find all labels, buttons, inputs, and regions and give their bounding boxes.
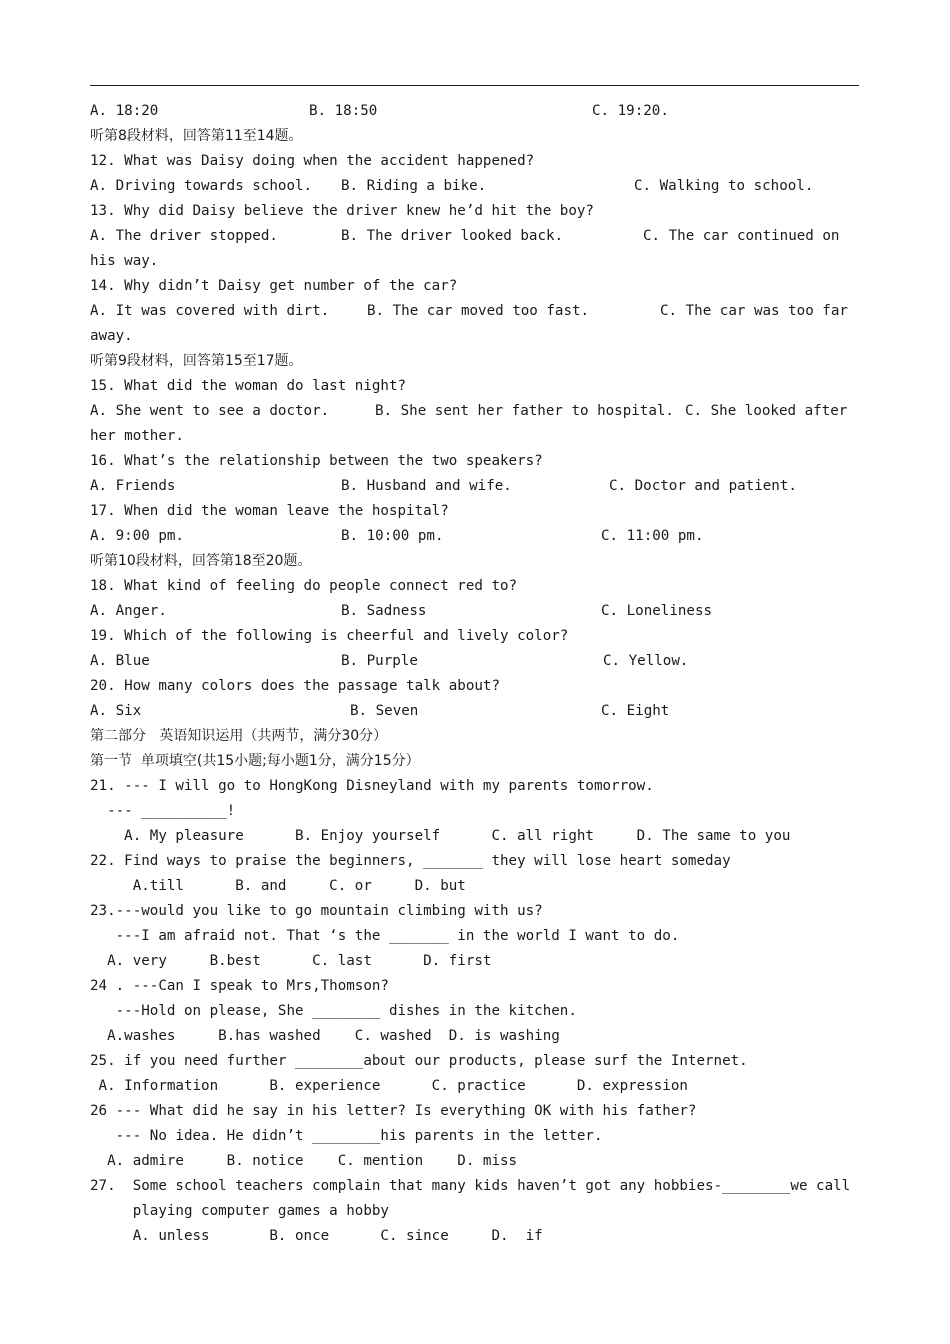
question-text: --- No idea. He didn’t ________his parents in the letter. bbox=[90, 1128, 603, 1144]
question-text: ---Hold on please, She ________ dishes in the kitchen. bbox=[90, 1003, 577, 1019]
question-text: 16. What’s the relationship between the two speakers? bbox=[90, 453, 543, 469]
text-line bbox=[0, 249, 950, 274]
answer-options-row bbox=[0, 399, 950, 424]
answer-option: A. Anger. bbox=[90, 603, 167, 619]
question-text: 27. Some school teachers complain that many kids haven’t got any hobbies-________we call bbox=[90, 1178, 851, 1194]
text-line bbox=[0, 1024, 950, 1049]
answer-option: B. Riding a bike. bbox=[341, 178, 487, 194]
question-text: A.washes B.has washed C. washed D. is washing bbox=[90, 1028, 560, 1044]
text-line bbox=[0, 974, 950, 999]
text-line bbox=[0, 774, 950, 799]
text-line bbox=[0, 1074, 950, 1099]
answer-option: C. She looked after bbox=[685, 403, 848, 419]
answer-option: C. Doctor and patient. bbox=[609, 478, 797, 494]
answer-option: C. The car was too far bbox=[660, 303, 848, 319]
question-text: A. very B.best C. last D. first bbox=[90, 953, 492, 969]
answer-option: B. The car moved too fast. bbox=[367, 303, 590, 319]
question-text: 25. if you need further ________about our products, please surf the Internet. bbox=[90, 1053, 748, 1069]
text-line bbox=[0, 1149, 950, 1174]
question-text: 13. Why did Daisy believe the driver knew he’d hit the boy? bbox=[90, 203, 594, 219]
exam-page bbox=[0, 99, 950, 1249]
answer-options-row bbox=[0, 174, 950, 199]
answer-option: A. Friends bbox=[90, 478, 176, 494]
text-line bbox=[0, 624, 950, 649]
question-text: his way. bbox=[90, 253, 159, 269]
answer-option: C. Eight bbox=[601, 703, 670, 719]
text-line bbox=[0, 999, 950, 1024]
text-line bbox=[0, 349, 950, 374]
answer-option: A. 9:00 pm. bbox=[90, 528, 184, 544]
question-text: 22. Find ways to praise the beginners, _______ they will lose heart someday bbox=[90, 853, 731, 869]
question-text: 17. When did the woman leave the hospital? bbox=[90, 503, 449, 519]
question-text: A. My pleasure B. Enjoy yourself C. all right D. The same to you bbox=[90, 828, 791, 844]
answer-option: C. 19:20. bbox=[592, 103, 669, 119]
question-text: A. unless B. once C. since D. if bbox=[90, 1228, 543, 1244]
answer-option: B. The driver looked back. bbox=[341, 228, 564, 244]
question-text: 20. How many colors does the passage talk about? bbox=[90, 678, 500, 694]
answer-option: A. Six bbox=[90, 703, 142, 719]
question-text: 23.---would you like to go mountain climbing with us? bbox=[90, 903, 543, 919]
text-line bbox=[0, 674, 950, 699]
section-heading: 听第8段材料，回答第11至14题。 bbox=[90, 128, 303, 144]
text-line bbox=[0, 324, 950, 349]
answer-option: A. The driver stopped. bbox=[90, 228, 278, 244]
question-text: 21. --- I will go to HongKong Disneyland with my parents tomorrow. bbox=[90, 778, 654, 794]
answer-options-row bbox=[0, 474, 950, 499]
text-line bbox=[0, 849, 950, 874]
text-line bbox=[0, 874, 950, 899]
text-line bbox=[0, 449, 950, 474]
question-text: playing computer games a hobby bbox=[90, 1203, 389, 1219]
text-line bbox=[0, 949, 950, 974]
text-line bbox=[0, 374, 950, 399]
text-line bbox=[0, 424, 950, 449]
question-text: A.till B. and C. or D. but bbox=[90, 878, 466, 894]
question-text: --- __________! bbox=[90, 803, 236, 819]
text-line bbox=[0, 274, 950, 299]
text-line bbox=[0, 799, 950, 824]
answer-options-row bbox=[0, 649, 950, 674]
text-line bbox=[0, 199, 950, 224]
answer-options-row bbox=[0, 224, 950, 249]
answer-option: B. Seven bbox=[350, 703, 419, 719]
answer-options-row bbox=[0, 524, 950, 549]
question-text: 14. Why didn’t Daisy get number of the car? bbox=[90, 278, 458, 294]
text-line bbox=[0, 1049, 950, 1074]
answer-option: C. Walking to school. bbox=[634, 178, 814, 194]
section-heading: 听第10段材料，回答第18至20题。 bbox=[90, 553, 312, 569]
answer-option: B. She sent her father to hospital. bbox=[375, 403, 674, 419]
text-line bbox=[0, 749, 950, 774]
answer-option: A. It was covered with dirt. bbox=[90, 303, 330, 319]
question-text: away. bbox=[90, 328, 133, 344]
answer-option: C. 11:00 pm. bbox=[601, 528, 704, 544]
question-text: 24 . ---Can I speak to Mrs,Thomson? bbox=[90, 978, 389, 994]
answer-options-row bbox=[0, 99, 950, 124]
answer-options-row bbox=[0, 299, 950, 324]
text-line bbox=[0, 574, 950, 599]
answer-option: C. The car continued on bbox=[643, 228, 840, 244]
answer-option: B. Husband and wife. bbox=[341, 478, 512, 494]
text-line bbox=[0, 499, 950, 524]
text-line bbox=[0, 1099, 950, 1124]
answer-option: A. 18:20 bbox=[90, 103, 159, 119]
answer-option: B. Sadness bbox=[341, 603, 427, 619]
text-line bbox=[0, 724, 950, 749]
answer-option: B. 18:50 bbox=[309, 103, 378, 119]
answer-option: A. Driving towards school. bbox=[90, 178, 313, 194]
text-line bbox=[0, 1174, 950, 1199]
section-heading: 第二部分 英语知识运用（共两节，满分30分） bbox=[90, 728, 388, 744]
text-line bbox=[0, 824, 950, 849]
text-line bbox=[0, 1224, 950, 1249]
question-text: her mother. bbox=[90, 428, 184, 444]
text-line bbox=[0, 549, 950, 574]
answer-options-row bbox=[0, 699, 950, 724]
question-text: A. admire B. notice C. mention D. miss bbox=[90, 1153, 518, 1169]
answer-option: A. She went to see a doctor. bbox=[90, 403, 330, 419]
text-line bbox=[0, 124, 950, 149]
question-text: 12. What was Daisy doing when the accident happened? bbox=[90, 153, 535, 169]
answer-option: B. 10:00 pm. bbox=[341, 528, 444, 544]
section-heading: 第一节 单项填空(共15小题;每小题1分，满分15分） bbox=[90, 753, 420, 769]
text-line bbox=[0, 1199, 950, 1224]
text-line bbox=[0, 1124, 950, 1149]
question-text: 19. Which of the following is cheerful and lively color? bbox=[90, 628, 569, 644]
answer-option: B. Purple bbox=[341, 653, 418, 669]
text-line bbox=[0, 924, 950, 949]
question-text: ---I am afraid not. That ‘s the _______ in the world I want to do. bbox=[90, 928, 680, 944]
section-heading: 听第9段材料，回答第15至17题。 bbox=[90, 353, 303, 369]
answer-option: C. Loneliness bbox=[601, 603, 713, 619]
question-text: A. Information B. experience C. practice D. expression bbox=[90, 1078, 688, 1094]
answer-option: A. Blue bbox=[90, 653, 150, 669]
question-text: 26 --- What did he say in his letter? Is everything OK with his father? bbox=[90, 1103, 697, 1119]
question-text: 15. What did the woman do last night? bbox=[90, 378, 407, 394]
text-line bbox=[0, 899, 950, 924]
answer-options-row bbox=[0, 599, 950, 624]
text-line bbox=[0, 149, 950, 174]
header-rule bbox=[90, 85, 859, 86]
answer-option: C. Yellow. bbox=[603, 653, 689, 669]
question-text: 18. What kind of feeling do people connect red to? bbox=[90, 578, 518, 594]
